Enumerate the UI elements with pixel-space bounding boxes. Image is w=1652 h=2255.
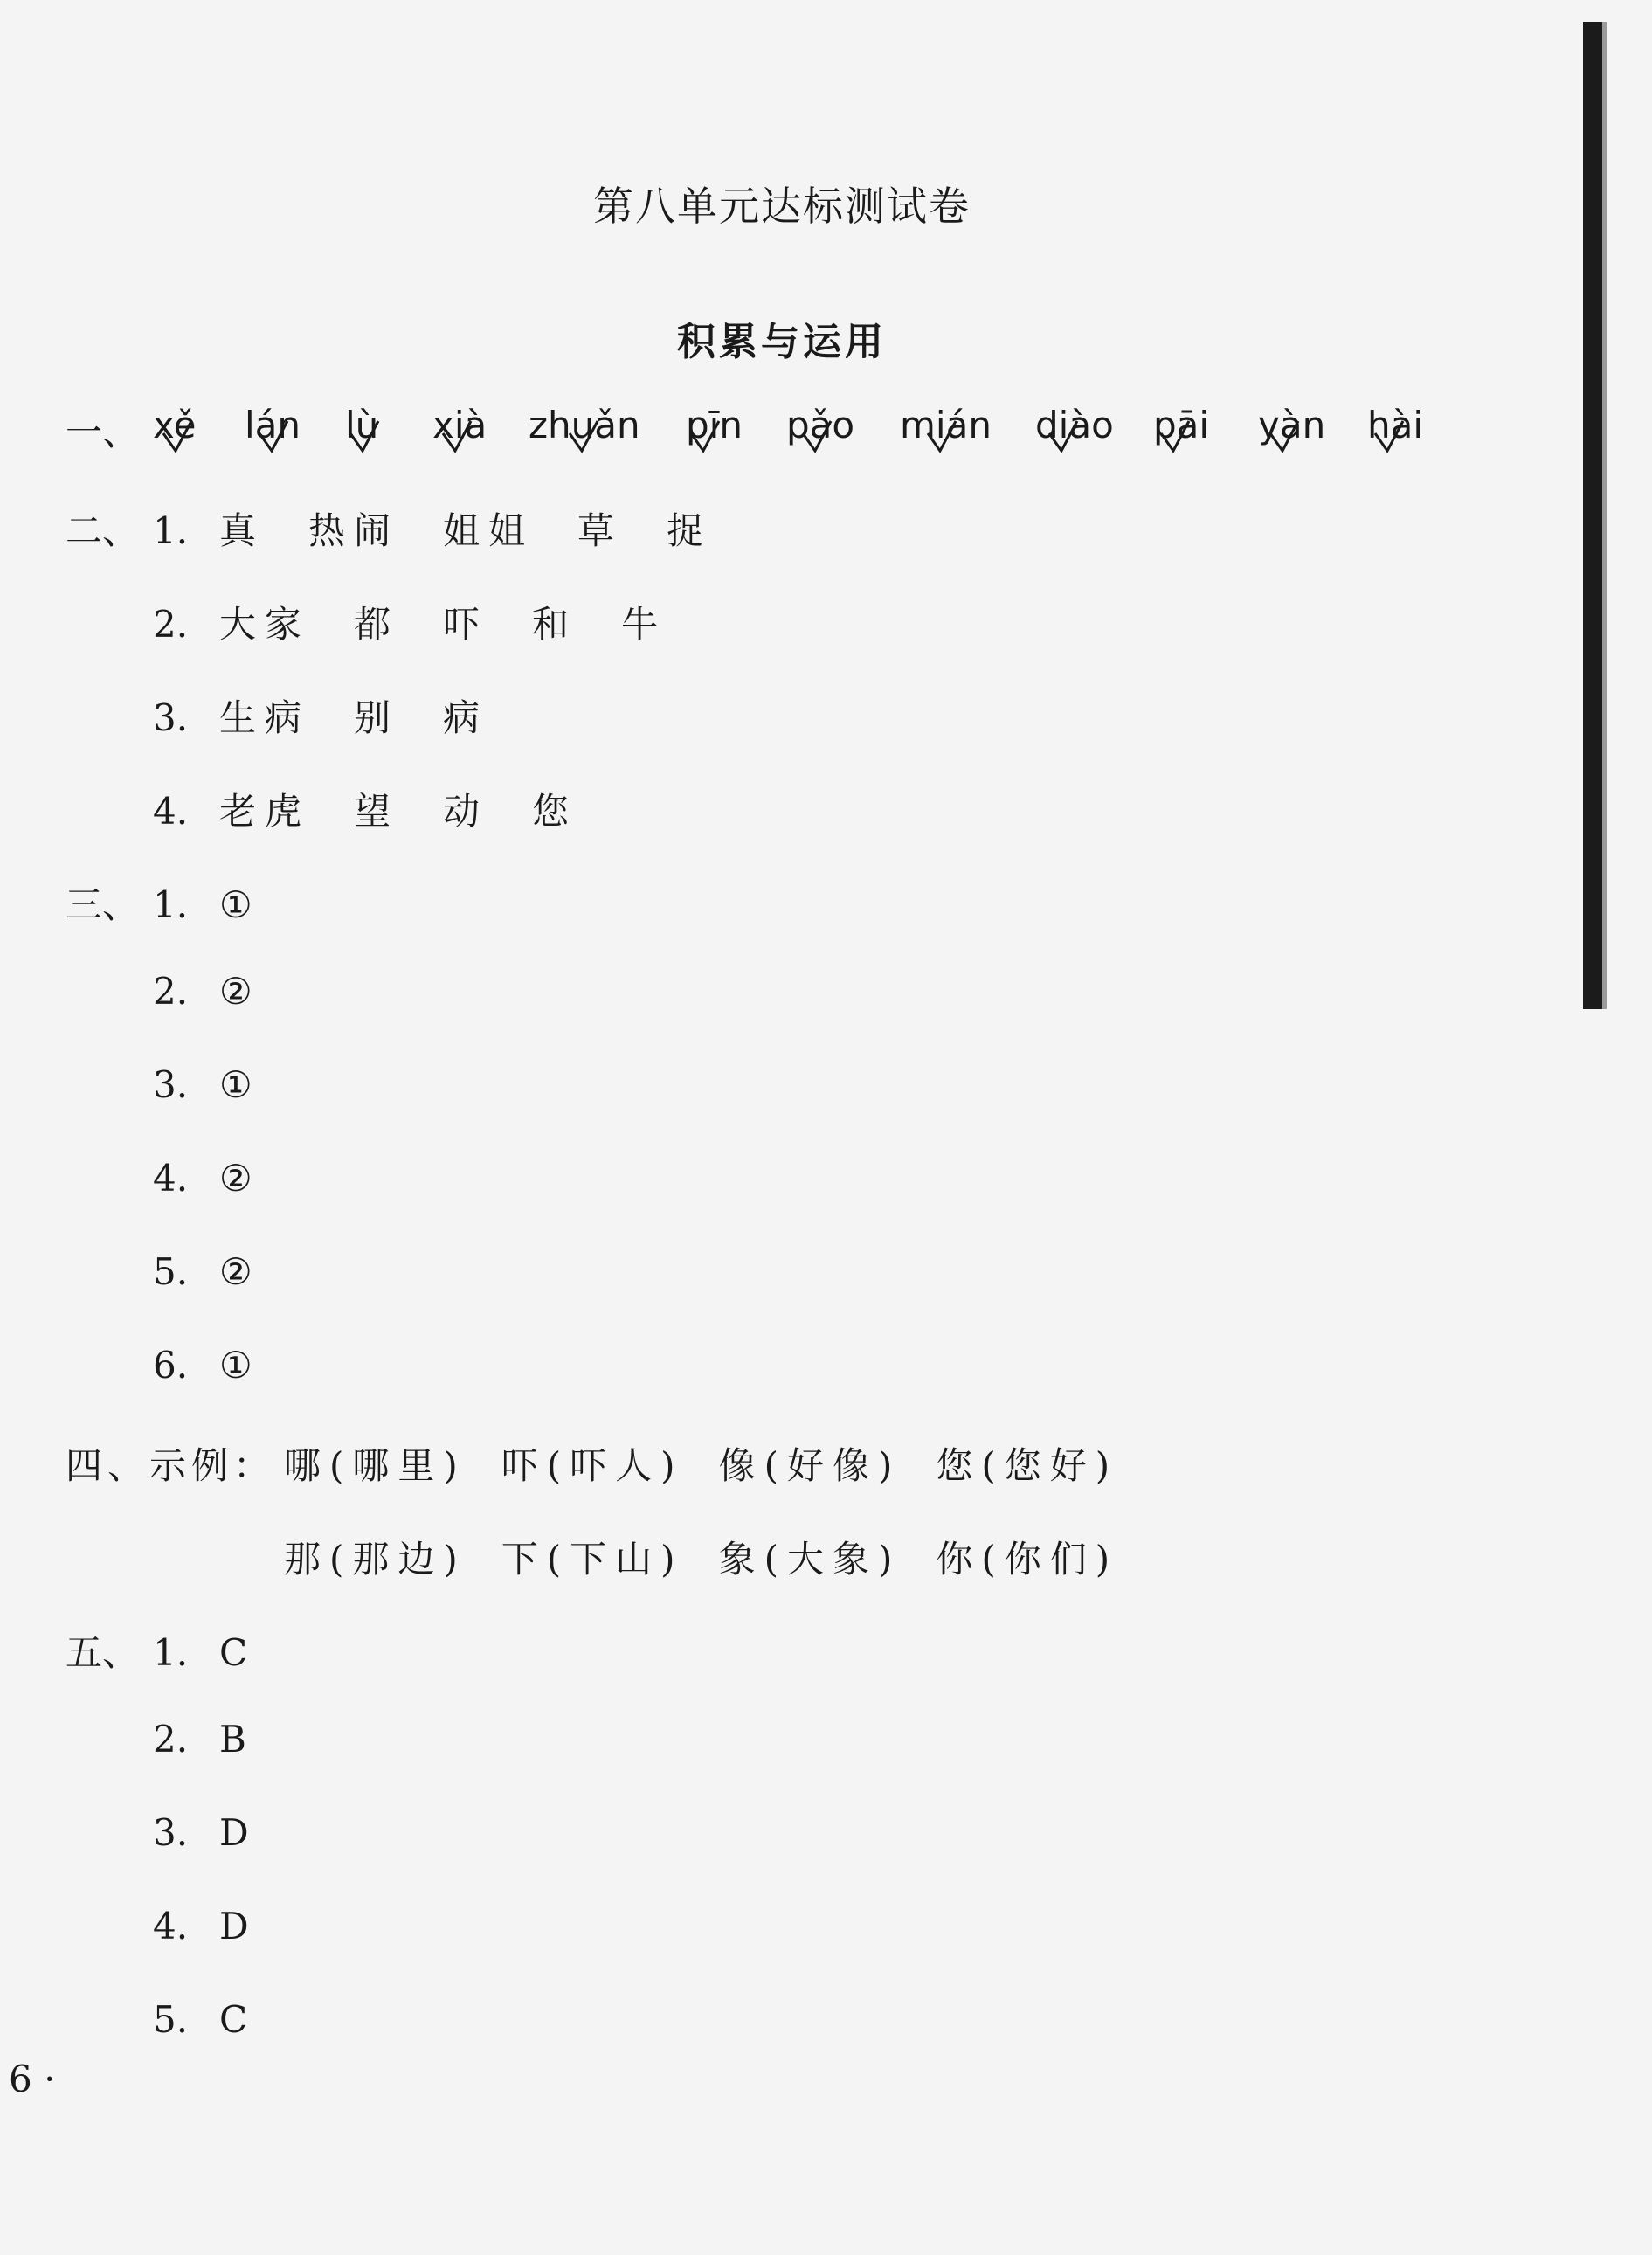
- section-5-row: [66, 1624, 251, 1677]
- answer-word: 热闹: [308, 509, 400, 552]
- example-word: 哪(哪里): [284, 1444, 467, 1487]
- example-word: 您(您好): [936, 1444, 1119, 1487]
- pinyin-item: lán: [245, 404, 301, 446]
- pinyin-item: xě: [153, 404, 197, 446]
- pinyin-item: diào: [1035, 404, 1114, 446]
- check-mark-icon: [1046, 419, 1081, 454]
- example-word: 像(好像): [718, 1444, 902, 1487]
- item-number: 2.: [153, 1718, 189, 1760]
- section-4-row: [66, 1437, 1118, 1490]
- item-number: 5.: [153, 1998, 189, 2041]
- section-2-row: [153, 689, 532, 742]
- item-number: 5.: [153, 1250, 189, 1293]
- section-5-row: [153, 1905, 252, 1947]
- answer-choice: ①: [219, 1344, 256, 1387]
- example-word: 吓(吓人): [501, 1444, 684, 1487]
- answer-word: 真: [219, 509, 266, 552]
- answer-choice: ②: [219, 1250, 256, 1293]
- check-mark-icon: [1372, 419, 1407, 454]
- page-edge-shadow-light: [1602, 22, 1607, 1009]
- answer-word: 病: [443, 696, 489, 739]
- answer-choice: C: [219, 1631, 252, 1674]
- answer-choice: B: [219, 1718, 250, 1760]
- section-4-row: [284, 1531, 1118, 1583]
- section-5-row: [153, 1998, 251, 2041]
- answer-choice: ①: [219, 883, 256, 926]
- section-3-row: [153, 1344, 256, 1387]
- item-number: 1.: [153, 883, 189, 926]
- answer-word: 老虎: [219, 790, 311, 833]
- item-number: 4.: [153, 1905, 189, 1947]
- answer-word: 别: [354, 696, 400, 739]
- item-number: 2.: [153, 603, 189, 646]
- section-5-row: [153, 1718, 250, 1760]
- example-word: 下(下山): [501, 1538, 684, 1581]
- check-mark-icon: [1267, 419, 1302, 454]
- section-4-label: 四、示例：: [66, 1444, 276, 1487]
- section-2-row: [153, 596, 710, 648]
- answer-word: 望: [354, 790, 400, 833]
- check-mark-icon: [347, 419, 382, 454]
- answer-word: 大家: [219, 603, 311, 646]
- answer-word: 捉: [667, 509, 713, 552]
- section-3-row: [66, 876, 256, 929]
- answer-choice: D: [219, 1811, 252, 1854]
- answer-word: 都: [354, 603, 400, 646]
- pinyin-row: [66, 404, 1463, 465]
- item-number: 3.: [153, 1811, 189, 1854]
- item-number: 2.: [153, 970, 189, 1013]
- section-3-label: 三、: [66, 883, 140, 926]
- check-mark-icon: [1158, 419, 1192, 454]
- section-2-row: [66, 502, 756, 555]
- pinyin-item: hài: [1367, 404, 1424, 446]
- pinyin-item: pāi: [1153, 404, 1210, 446]
- example-word: 那(那边): [284, 1538, 467, 1581]
- answer-choice: ①: [219, 1063, 256, 1106]
- item-number: 4.: [153, 790, 189, 833]
- answer-word: 动: [443, 790, 489, 833]
- example-word: 你(你们): [936, 1538, 1119, 1581]
- page-number: 6 ·: [9, 2058, 56, 2100]
- section-2-row: [153, 783, 621, 835]
- check-mark-icon: [688, 419, 722, 454]
- pinyin-item: lù: [345, 404, 379, 446]
- answer-word: 姐姐: [443, 509, 535, 552]
- pinyin-item: xià: [432, 404, 487, 446]
- section-3-row: [153, 1157, 256, 1200]
- section-subtitle: 积累与运用: [677, 320, 887, 364]
- item-number: 1.: [153, 509, 189, 552]
- answer-word: 吓: [443, 603, 489, 646]
- check-mark-icon: [566, 419, 601, 454]
- answer-choice: ②: [219, 1157, 256, 1200]
- check-mark-icon: [160, 419, 195, 454]
- section-3-row: [153, 1250, 256, 1293]
- section-3-row: [153, 1063, 256, 1106]
- pinyin-item: mián: [900, 404, 992, 446]
- item-number: 6.: [153, 1344, 189, 1387]
- answer-choice: C: [219, 1998, 252, 2041]
- section-3-row: [153, 970, 256, 1013]
- item-number: 3.: [153, 696, 189, 739]
- section-5-row: [153, 1811, 252, 1854]
- check-mark-icon: [924, 419, 959, 454]
- item-number: 4.: [153, 1157, 189, 1200]
- pinyin-item: yàn: [1258, 404, 1326, 446]
- example-word: 象(大象): [718, 1538, 902, 1581]
- section-2-label: 二、: [66, 509, 140, 552]
- answer-word: 牛: [621, 603, 667, 646]
- answer-choice: ②: [219, 970, 256, 1013]
- pinyin-item: pǎo: [786, 404, 855, 446]
- check-mark-icon: [799, 419, 834, 454]
- pinyin-item: pīn: [686, 404, 743, 446]
- answer-word: 和: [532, 603, 578, 646]
- answer-choice: D: [219, 1905, 252, 1947]
- answer-word: 生病: [219, 696, 311, 739]
- answer-word: 您: [532, 790, 578, 833]
- answer-word: 草: [577, 509, 624, 552]
- check-mark-icon: [439, 419, 474, 454]
- check-mark-icon: [256, 419, 291, 454]
- item-number: 1.: [153, 1631, 189, 1674]
- pinyin-item: zhuǎn: [529, 404, 640, 446]
- section-5-label: 五、: [66, 1631, 140, 1674]
- page-title: 第八单元达标测试卷: [593, 183, 971, 230]
- item-number: 3.: [153, 1063, 189, 1106]
- section-1-label: 一、: [66, 411, 140, 453]
- page-edge-shadow: [1583, 22, 1602, 1009]
